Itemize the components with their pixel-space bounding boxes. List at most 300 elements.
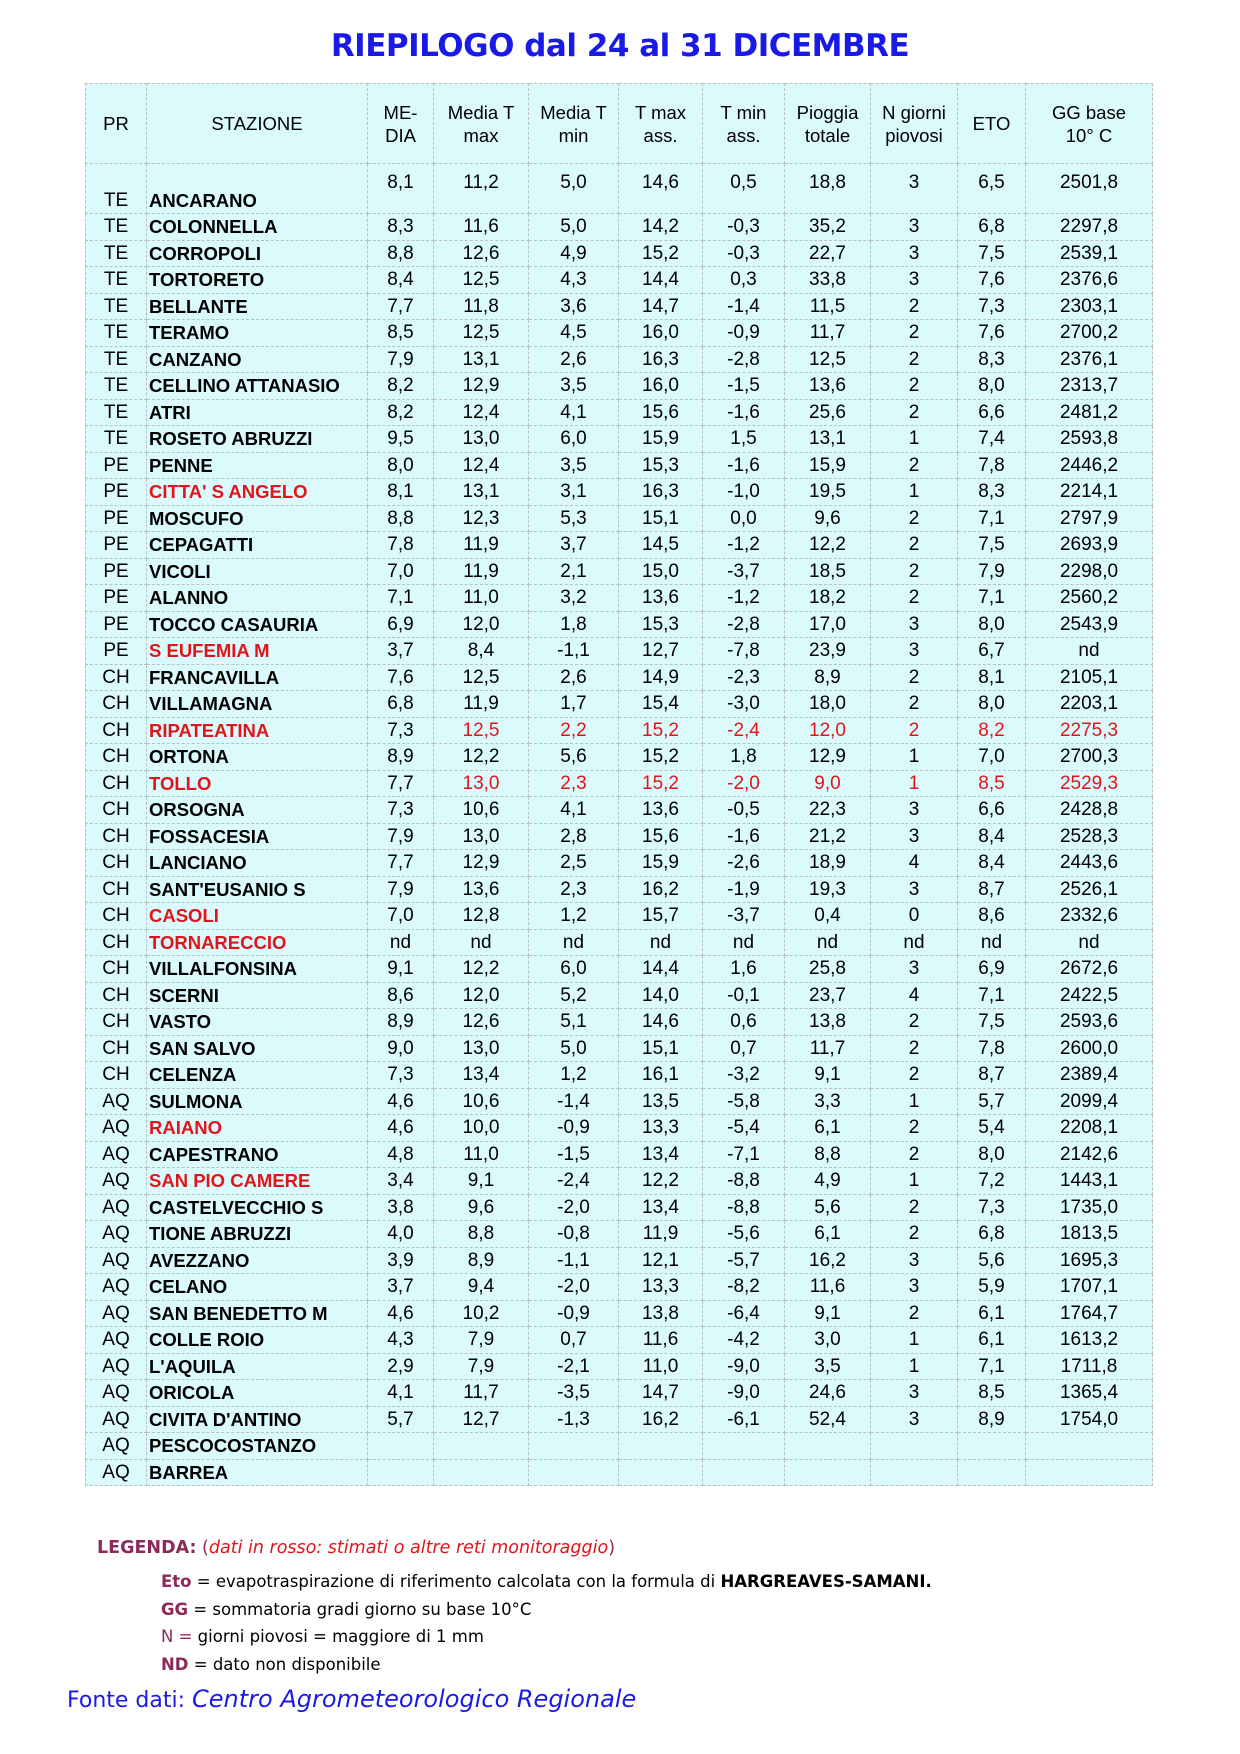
t-max-ass-cell: 14,6 xyxy=(619,164,703,214)
pioggia-totale-cell: 25,6 xyxy=(785,399,871,426)
media-t-max-cell: 13,4 xyxy=(434,1062,529,1089)
media-t-min-cell: -2,0 xyxy=(529,1274,619,1301)
header-t-max-ass xyxy=(619,84,703,164)
n-giorni-piovosi-cell: 1 xyxy=(871,426,958,453)
media-t-min-cell: 6,0 xyxy=(529,956,619,983)
t-min-ass-cell: 1,6 xyxy=(703,956,785,983)
t-max-ass-cell: 14,4 xyxy=(619,956,703,983)
pioggia-totale-cell: 3,0 xyxy=(785,1327,871,1354)
t-max-ass-cell: 11,0 xyxy=(619,1353,703,1380)
gg-base-cell: 1813,5 xyxy=(1026,1221,1153,1248)
pioggia-totale-cell: 21,2 xyxy=(785,823,871,850)
n-giorni-piovosi-cell: 2 xyxy=(871,532,958,559)
media-cell: 4,3 xyxy=(368,1327,434,1354)
n-giorni-piovosi-cell: 3 xyxy=(871,797,958,824)
station-name-cell: SULMONA xyxy=(147,1088,368,1115)
table-row xyxy=(86,1274,1153,1301)
eto-cell: 7,6 xyxy=(958,320,1026,347)
pioggia-totale-cell: 52,4 xyxy=(785,1406,871,1433)
province-cell: CH xyxy=(86,850,147,877)
media-cell: 8,9 xyxy=(368,1009,434,1036)
pioggia-totale-cell: 16,2 xyxy=(785,1247,871,1274)
media-t-min-cell: 5,0 xyxy=(529,214,619,241)
gg-base-cell: 2539,1 xyxy=(1026,240,1153,267)
eto-cell: 7,6 xyxy=(958,267,1026,294)
table-row xyxy=(86,1406,1153,1433)
legend-items xyxy=(161,1568,932,1678)
t-min-ass-cell: -2,3 xyxy=(703,664,785,691)
legend-item-n xyxy=(161,1623,932,1651)
media-cell: 8,8 xyxy=(368,505,434,532)
gg-base-cell: 2526,1 xyxy=(1026,876,1153,903)
pioggia-totale-cell: 12,2 xyxy=(785,532,871,559)
gg-base-cell: 2593,8 xyxy=(1026,426,1153,453)
pioggia-totale-cell: nd xyxy=(785,929,871,956)
n-giorni-piovosi-cell: 1 xyxy=(871,770,958,797)
province-cell: AQ xyxy=(86,1115,147,1142)
media-cell: 7,9 xyxy=(368,346,434,373)
eto-cell: 5,4 xyxy=(958,1115,1026,1142)
eto-cell: 7,5 xyxy=(958,240,1026,267)
summary-table xyxy=(85,83,1153,1486)
gg-base-cell: 2313,7 xyxy=(1026,373,1153,400)
province-cell: AQ xyxy=(86,1221,147,1248)
eto-cell: 7,9 xyxy=(958,558,1026,585)
t-max-ass-cell xyxy=(619,1433,703,1460)
media-t-max-cell: 9,1 xyxy=(434,1168,529,1195)
t-min-ass-cell: 0,3 xyxy=(703,267,785,294)
t-max-ass-cell: 15,0 xyxy=(619,558,703,585)
t-min-ass-cell: 0,6 xyxy=(703,1009,785,1036)
t-min-ass-cell: nd xyxy=(703,929,785,956)
media-t-max-cell: 12,0 xyxy=(434,982,529,1009)
media-t-min-cell: 4,1 xyxy=(529,399,619,426)
gg-base-cell: 2672,6 xyxy=(1026,956,1153,983)
t-min-ass-cell: -2,6 xyxy=(703,850,785,877)
pioggia-totale-cell xyxy=(785,1433,871,1460)
media-t-min-cell: 2,8 xyxy=(529,823,619,850)
table-row xyxy=(86,558,1153,585)
pioggia-totale-cell: 11,6 xyxy=(785,1274,871,1301)
t-min-ass-cell: 1,8 xyxy=(703,744,785,771)
t-min-ass-cell: -8,8 xyxy=(703,1168,785,1195)
table-row xyxy=(86,532,1153,559)
station-name-cell: PENNE xyxy=(147,452,368,479)
gg-base-cell: 1365,4 xyxy=(1026,1380,1153,1407)
media-cell: 8,2 xyxy=(368,373,434,400)
pioggia-totale-cell: 9,1 xyxy=(785,1062,871,1089)
media-t-min-cell: 2,3 xyxy=(529,876,619,903)
province-cell: CH xyxy=(86,956,147,983)
eto-cell: 6,1 xyxy=(958,1300,1026,1327)
media-t-min-cell: 5,1 xyxy=(529,1009,619,1036)
n-giorni-piovosi-cell: 3 xyxy=(871,1274,958,1301)
station-name-cell: ORICOLA xyxy=(147,1380,368,1407)
header-line: ETO xyxy=(972,113,1011,134)
t-max-ass-cell: 15,1 xyxy=(619,505,703,532)
n-giorni-piovosi-cell: 2 xyxy=(871,1009,958,1036)
pioggia-totale-cell: 24,6 xyxy=(785,1380,871,1407)
t-max-ass-cell: 16,2 xyxy=(619,1406,703,1433)
station-name-cell: TOLLO xyxy=(147,770,368,797)
n-giorni-piovosi-cell: 2 xyxy=(871,1115,958,1142)
media-t-min-cell: 4,9 xyxy=(529,240,619,267)
gg-base-cell: 1695,3 xyxy=(1026,1247,1153,1274)
gg-base-cell: 2560,2 xyxy=(1026,585,1153,612)
legend-key: Eto xyxy=(161,1572,192,1591)
station-name-cell: CELANO xyxy=(147,1274,368,1301)
t-max-ass-cell: 13,3 xyxy=(619,1115,703,1142)
table-row xyxy=(86,399,1153,426)
table-row xyxy=(86,1168,1153,1195)
eto-cell: 8,7 xyxy=(958,876,1026,903)
media-t-max-cell: 13,1 xyxy=(434,346,529,373)
n-giorni-piovosi-cell: 0 xyxy=(871,903,958,930)
province-cell: TE xyxy=(86,164,147,214)
media-cell: 8,1 xyxy=(368,164,434,214)
n-giorni-piovosi-cell: 1 xyxy=(871,479,958,506)
media-t-max-cell: 12,5 xyxy=(434,664,529,691)
media-t-min-cell: 2,2 xyxy=(529,717,619,744)
province-cell: AQ xyxy=(86,1141,147,1168)
station-name-cell: CASTELVECCHIO S xyxy=(147,1194,368,1221)
t-min-ass-cell: 0,5 xyxy=(703,164,785,214)
media-t-max-cell: 12,8 xyxy=(434,903,529,930)
media-cell: 7,3 xyxy=(368,797,434,824)
station-name-cell: ROSETO ABRUZZI xyxy=(147,426,368,453)
eto-cell: 8,0 xyxy=(958,373,1026,400)
media-t-min-cell: 0,7 xyxy=(529,1327,619,1354)
pioggia-totale-cell: 3,3 xyxy=(785,1088,871,1115)
province-cell: PE xyxy=(86,558,147,585)
t-max-ass-cell: 15,7 xyxy=(619,903,703,930)
media-t-min-cell: -3,5 xyxy=(529,1380,619,1407)
pioggia-totale-cell: 25,8 xyxy=(785,956,871,983)
n-giorni-piovosi-cell: 3 xyxy=(871,1406,958,1433)
n-giorni-piovosi-cell: 3 xyxy=(871,164,958,214)
legend-key: N = xyxy=(161,1627,193,1646)
gg-base-cell xyxy=(1026,1433,1153,1460)
station-name-cell: ALANNO xyxy=(147,585,368,612)
media-t-max-cell: 10,6 xyxy=(434,1088,529,1115)
gg-base-cell: 2376,6 xyxy=(1026,267,1153,294)
source-line xyxy=(67,1685,636,1713)
pioggia-totale-cell: 18,5 xyxy=(785,558,871,585)
t-min-ass-cell: 0,0 xyxy=(703,505,785,532)
n-giorni-piovosi-cell: 2 xyxy=(871,373,958,400)
t-min-ass-cell: -1,9 xyxy=(703,876,785,903)
t-max-ass-cell: 12,1 xyxy=(619,1247,703,1274)
media-t-max-cell: 12,5 xyxy=(434,717,529,744)
media-cell: 8,5 xyxy=(368,320,434,347)
t-min-ass-cell: -1,6 xyxy=(703,399,785,426)
gg-base-cell: 2275,3 xyxy=(1026,717,1153,744)
eto-cell: 7,1 xyxy=(958,1353,1026,1380)
gg-base-cell: 2105,1 xyxy=(1026,664,1153,691)
media-cell: 3,4 xyxy=(368,1168,434,1195)
n-giorni-piovosi-cell: 3 xyxy=(871,1247,958,1274)
media-t-min-cell xyxy=(529,1459,619,1486)
t-min-ass-cell: -0,3 xyxy=(703,214,785,241)
media-t-min-cell: 5,3 xyxy=(529,505,619,532)
n-giorni-piovosi-cell: 2 xyxy=(871,1141,958,1168)
province-cell: AQ xyxy=(86,1459,147,1486)
media-t-min-cell: 4,3 xyxy=(529,267,619,294)
media-cell: 8,2 xyxy=(368,399,434,426)
table-row xyxy=(86,164,1153,214)
province-cell: AQ xyxy=(86,1327,147,1354)
gg-base-cell: 2693,9 xyxy=(1026,532,1153,559)
n-giorni-piovosi-cell: 3 xyxy=(871,876,958,903)
header-pioggia-totale xyxy=(785,84,871,164)
n-giorni-piovosi-cell: 2 xyxy=(871,505,958,532)
station-name-cell: RAIANO xyxy=(147,1115,368,1142)
table-row xyxy=(86,797,1153,824)
t-max-ass-cell: 14,5 xyxy=(619,532,703,559)
gg-base-cell: 2501,8 xyxy=(1026,164,1153,214)
table-row xyxy=(86,1380,1153,1407)
station-name-cell: SAN BENEDETTO M xyxy=(147,1300,368,1327)
media-t-min-cell: -0,9 xyxy=(529,1300,619,1327)
table-header-row xyxy=(86,84,1153,164)
t-min-ass-cell: -3,7 xyxy=(703,558,785,585)
station-name-cell: CASOLI xyxy=(147,903,368,930)
gg-base-cell: 2528,3 xyxy=(1026,823,1153,850)
media-t-max-cell: 7,9 xyxy=(434,1327,529,1354)
province-cell: TE xyxy=(86,399,147,426)
eto-cell: 8,5 xyxy=(958,770,1026,797)
legend-text: = sommatoria gradi giorno su base 10°C xyxy=(188,1599,532,1619)
header-line: DIA xyxy=(385,124,416,146)
table-row xyxy=(86,1062,1153,1089)
media-t-max-cell: 13,0 xyxy=(434,426,529,453)
gg-base-cell: 2422,5 xyxy=(1026,982,1153,1009)
province-cell: TE xyxy=(86,320,147,347)
station-name-cell: COLONNELLA xyxy=(147,214,368,241)
n-giorni-piovosi-cell: 2 xyxy=(871,346,958,373)
t-max-ass-cell: 14,7 xyxy=(619,1380,703,1407)
t-max-ass-cell: 16,0 xyxy=(619,373,703,400)
media-cell: 7,9 xyxy=(368,876,434,903)
station-name-cell: TERAMO xyxy=(147,320,368,347)
t-min-ass-cell: -9,0 xyxy=(703,1353,785,1380)
table-row xyxy=(86,240,1153,267)
header-stazione xyxy=(147,84,368,164)
pioggia-totale-cell: 8,8 xyxy=(785,1141,871,1168)
province-cell: AQ xyxy=(86,1353,147,1380)
n-giorni-piovosi-cell: 3 xyxy=(871,611,958,638)
header-pr xyxy=(86,84,147,164)
t-min-ass-cell: -0,3 xyxy=(703,240,785,267)
n-giorni-piovosi-cell: 3 xyxy=(871,823,958,850)
n-giorni-piovosi-cell xyxy=(871,1459,958,1486)
media-t-max-cell: 12,0 xyxy=(434,611,529,638)
t-min-ass-cell: -5,4 xyxy=(703,1115,785,1142)
t-min-ass-cell: -1,2 xyxy=(703,585,785,612)
t-min-ass-cell: -0,9 xyxy=(703,320,785,347)
station-name-cell: SANT'EUSANIO S xyxy=(147,876,368,903)
media-t-max-cell: 12,5 xyxy=(434,320,529,347)
header-line: ass. xyxy=(643,124,678,146)
gg-base-cell: 2481,2 xyxy=(1026,399,1153,426)
media-t-min-cell: -1,3 xyxy=(529,1406,619,1433)
province-cell: PE xyxy=(86,505,147,532)
table-row xyxy=(86,770,1153,797)
media-cell: 4,6 xyxy=(368,1088,434,1115)
province-cell: AQ xyxy=(86,1168,147,1195)
media-t-min-cell: 2,5 xyxy=(529,850,619,877)
gg-base-cell: 1613,2 xyxy=(1026,1327,1153,1354)
province-cell: AQ xyxy=(86,1274,147,1301)
n-giorni-piovosi-cell: 4 xyxy=(871,982,958,1009)
province-cell: CH xyxy=(86,929,147,956)
eto-cell: 8,0 xyxy=(958,1141,1026,1168)
t-max-ass-cell: 14,4 xyxy=(619,267,703,294)
eto-cell: 7,5 xyxy=(958,1009,1026,1036)
media-t-max-cell: 13,6 xyxy=(434,876,529,903)
table-row xyxy=(86,1300,1153,1327)
eto-cell: 8,0 xyxy=(958,691,1026,718)
province-cell: AQ xyxy=(86,1380,147,1407)
table-row xyxy=(86,929,1153,956)
province-cell: PE xyxy=(86,611,147,638)
pioggia-totale-cell: 22,7 xyxy=(785,240,871,267)
t-min-ass-cell: -1,5 xyxy=(703,373,785,400)
n-giorni-piovosi-cell: 3 xyxy=(871,1380,958,1407)
province-cell: TE xyxy=(86,373,147,400)
t-max-ass-cell: 15,2 xyxy=(619,240,703,267)
media-cell: 7,9 xyxy=(368,823,434,850)
table-row xyxy=(86,1327,1153,1354)
province-cell: CH xyxy=(86,982,147,1009)
media-t-max-cell: 12,5 xyxy=(434,267,529,294)
media-t-min-cell: 3,6 xyxy=(529,293,619,320)
table-body xyxy=(86,164,1153,1486)
station-name-cell: CEPAGATTI xyxy=(147,532,368,559)
media-cell: 8,8 xyxy=(368,240,434,267)
t-max-ass-cell: 13,3 xyxy=(619,1274,703,1301)
header-line: 10° C xyxy=(1065,124,1113,146)
t-max-ass-cell: 15,9 xyxy=(619,426,703,453)
station-name-cell: VASTO xyxy=(147,1009,368,1036)
table-row xyxy=(86,903,1153,930)
t-min-ass-cell: -0,5 xyxy=(703,797,785,824)
header-line: N giorni xyxy=(882,101,946,123)
t-min-ass-cell: -0,1 xyxy=(703,982,785,1009)
media-t-max-cell: 12,9 xyxy=(434,373,529,400)
station-name-cell: TOCCO CASAURIA xyxy=(147,611,368,638)
header-line: T min xyxy=(720,101,767,123)
eto-cell: 7,8 xyxy=(958,1035,1026,1062)
station-name-cell: ORTONA xyxy=(147,744,368,771)
header-line: piovosi xyxy=(885,124,943,146)
eto-cell: 8,2 xyxy=(958,717,1026,744)
province-cell: AQ xyxy=(86,1247,147,1274)
n-giorni-piovosi-cell: 2 xyxy=(871,691,958,718)
header-media-t-max xyxy=(434,84,529,164)
province-cell: PE xyxy=(86,585,147,612)
eto-cell: 6,7 xyxy=(958,638,1026,665)
table-row xyxy=(86,744,1153,771)
station-name-cell: ORSOGNA xyxy=(147,797,368,824)
t-max-ass-cell: 14,9 xyxy=(619,664,703,691)
source-value: Centro Agrometeorologico Regionale xyxy=(192,1685,637,1713)
pioggia-totale-cell: 13,8 xyxy=(785,1009,871,1036)
gg-base-cell: 2593,6 xyxy=(1026,1009,1153,1036)
media-t-max-cell: 11,7 xyxy=(434,1380,529,1407)
pioggia-totale-cell xyxy=(785,1459,871,1486)
t-max-ass-cell: 15,9 xyxy=(619,850,703,877)
t-min-ass-cell: -1,6 xyxy=(703,823,785,850)
legend-paren-open: ( xyxy=(202,1538,209,1558)
header-line: GG base xyxy=(1051,101,1127,123)
media-cell: 7,7 xyxy=(368,770,434,797)
gg-base-cell: 1735,0 xyxy=(1026,1194,1153,1221)
media-cell: 2,9 xyxy=(368,1353,434,1380)
header-line: T max xyxy=(634,101,687,123)
province-cell: CH xyxy=(86,876,147,903)
eto-cell: 7,2 xyxy=(958,1168,1026,1195)
station-name-cell: ATRI xyxy=(147,399,368,426)
n-giorni-piovosi-cell: 2 xyxy=(871,1300,958,1327)
province-cell: CH xyxy=(86,823,147,850)
eto-cell: 7,1 xyxy=(958,982,1026,1009)
eto-cell: 7,3 xyxy=(958,293,1026,320)
t-max-ass-cell: 15,2 xyxy=(619,744,703,771)
media-t-max-cell: 11,6 xyxy=(434,214,529,241)
t-min-ass-cell: -5,6 xyxy=(703,1221,785,1248)
legend-bold: HARGREAVES-SAMANI. xyxy=(720,1572,932,1591)
table-row xyxy=(86,876,1153,903)
gg-base-cell: 2099,4 xyxy=(1026,1088,1153,1115)
pioggia-totale-cell: 9,6 xyxy=(785,505,871,532)
t-min-ass-cell: -5,7 xyxy=(703,1247,785,1274)
media-t-min-cell: 4,5 xyxy=(529,320,619,347)
table-row xyxy=(86,691,1153,718)
media-t-max-cell: 9,6 xyxy=(434,1194,529,1221)
legend-text: giorni piovosi = maggiore di 1 mm xyxy=(192,1627,484,1646)
media-t-min-cell: 2,1 xyxy=(529,558,619,585)
media-t-min-cell: -0,9 xyxy=(529,1115,619,1142)
province-cell: CH xyxy=(86,1062,147,1089)
header-line: ME- xyxy=(383,101,418,123)
legend-paren-close: ) xyxy=(608,1538,616,1558)
media-t-max-cell: 13,0 xyxy=(434,823,529,850)
station-name-cell: FOSSACESIA xyxy=(147,823,368,850)
pioggia-totale-cell: 22,3 xyxy=(785,797,871,824)
t-max-ass-cell: 15,1 xyxy=(619,1035,703,1062)
t-max-ass-cell: 11,6 xyxy=(619,1327,703,1354)
gg-base-cell: 2529,3 xyxy=(1026,770,1153,797)
t-min-ass-cell: -7,8 xyxy=(703,638,785,665)
media-t-max-cell: nd xyxy=(434,929,529,956)
province-cell: CH xyxy=(86,1035,147,1062)
n-giorni-piovosi-cell: 3 xyxy=(871,638,958,665)
media-cell: 7,3 xyxy=(368,1062,434,1089)
t-max-ass-cell: 14,6 xyxy=(619,1009,703,1036)
source-label: Fonte dati: xyxy=(67,1688,193,1713)
media-cell: 7,8 xyxy=(368,532,434,559)
t-min-ass-cell: -1,6 xyxy=(703,452,785,479)
eto-cell: 8,4 xyxy=(958,850,1026,877)
station-name-cell: L'AQUILA xyxy=(147,1353,368,1380)
media-t-max-cell: 13,0 xyxy=(434,770,529,797)
t-max-ass-cell: 13,4 xyxy=(619,1141,703,1168)
media-t-max-cell: 8,4 xyxy=(434,638,529,665)
legend-key: GG xyxy=(161,1599,189,1619)
gg-base-cell xyxy=(1026,1459,1153,1486)
t-max-ass-cell: 15,3 xyxy=(619,611,703,638)
